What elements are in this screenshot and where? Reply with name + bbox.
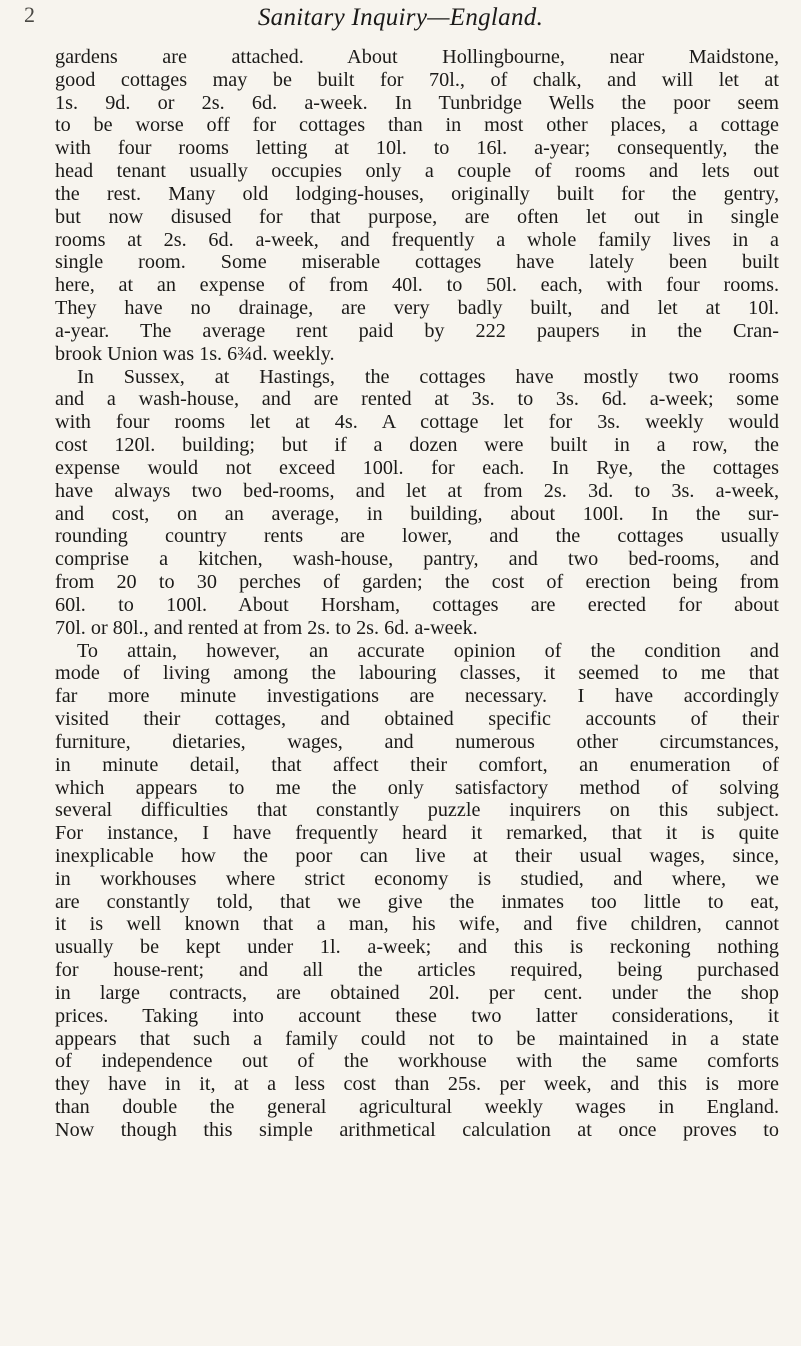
text-line: which appears to me the only satisfactory method of solving [55, 776, 779, 799]
text-line: have always two bed-rooms, and let at from 2s. 3d. to 3s. a-week, [55, 479, 779, 502]
page-number: 2 [24, 2, 35, 27]
text-line: mode of living among the labouring classes, it seemed to me that [55, 662, 779, 685]
text-line: For instance, I have frequently heard it remarked, that it is quite [55, 822, 779, 845]
text-line: rooms at 2s. 6d. a-week, and frequently a whole family lives in a [55, 228, 779, 251]
text-line: single room. Some miserable cottages have lately been built [55, 251, 779, 274]
text-line: for house-rent; and all the articles required, being purchased [55, 959, 779, 982]
text-line: expense would not exceed 100l. for each. In Rye, the cottages [55, 456, 779, 479]
text-line: comprise a kitchen, wash-house, pantry, and two bed-rooms, and [55, 548, 779, 571]
text-line: here, at an expense of from 40l. to 50l. each, with four rooms. [55, 274, 779, 297]
text-line: good cottages may be built for 70l., of chalk, and will let at [55, 68, 779, 91]
text-line: a-year. The average rent paid by 222 paupers in the Cran- [55, 319, 779, 342]
text-line: inexplicable how the poor can live at their usual wages, since, [55, 844, 779, 867]
text-line: usually be kept under 1l. a-week; and this is reckoning nothing [55, 936, 779, 959]
text-line: but now disused for that purpose, are often let out in single [55, 205, 779, 228]
text-line: of independence out of the workhouse with the same comforts [55, 1050, 779, 1073]
text-line: from 20 to 30 perches of garden; the cost of erection being from [55, 571, 779, 594]
paragraph-start-line: In Sussex, at Hastings, the cottages have mostly two rooms [77, 365, 779, 388]
text-line: in large contracts, are obtained 20l. per cent. under the shop [55, 981, 779, 1004]
text-line: are constantly told, that we give the inmates too little to eat, [55, 890, 779, 913]
text-line: prices. Taking into account these two latter considerations, it [55, 1004, 779, 1027]
page-header [0, 2, 801, 36]
text-line: 1s. 9d. or 2s. 6d. a-week. In Tunbridge Wells the poor seem [55, 91, 779, 114]
text-line: head tenant usually occupies only a couple of rooms and lets out [55, 160, 779, 183]
text-line: visited their cottages, and obtained specific accounts of their [55, 708, 779, 731]
text-line: with four rooms let at 4s. A cottage let for 3s. weekly would [55, 411, 779, 434]
text-line: to be worse off for cottages than in most other places, a cottage [55, 114, 779, 137]
paragraph-end-line: brook Union was 1s. 6¾d. weekly. [55, 342, 335, 365]
text-line: the rest. Many old lodging-houses, originally built for the gentry, [55, 182, 779, 205]
text-line: in workhouses where strict economy is studied, and where, we [55, 867, 779, 890]
text-line: and cost, on an average, in building, about 100l. In the sur- [55, 502, 779, 525]
text-line: far more minute investigations are necessary. I have accordingly [55, 685, 779, 708]
text-line: with four rooms letting at 10l. to 16l. a-year; consequently, the [55, 137, 779, 160]
paragraph-start-line: To attain, however, an accurate opinion of the condition and [77, 639, 779, 662]
text-line: it is well known that a man, his wife, and five children, cannot [55, 913, 779, 936]
paragraph-end-line: 70l. or 80l., and rented at from 2s. to 2s. 6d. a-week. [55, 616, 478, 639]
text-line: they have in it, at a less cost than 25s. per week, and this is more [55, 1073, 779, 1096]
text-line: 60l. to 100l. About Horsham, cottages are erected for about [55, 593, 779, 616]
text-line: several difficulties that constantly puzzle inquirers on this subject. [55, 799, 779, 822]
running-title: Sanitary Inquiry—England. [257, 4, 544, 31]
text-line: in minute detail, that affect their comfort, an enumeration of [55, 753, 779, 776]
text-line: cost 120l. building; but if a dozen were built in a row, the [55, 434, 779, 457]
text-line: and a wash-house, and are rented at 3s. to 3s. 6d. a-week; some [55, 388, 779, 411]
text-line: furniture, dietaries, wages, and numerous other circumstances, [55, 730, 779, 753]
text-line: They have no drainage, are very badly built, and let at 10l. [55, 297, 779, 320]
text-line: gardens are attached. About Hollingbourne, near Maidstone, [55, 46, 779, 68]
text-line: rounding country rents are lower, and the cottages usually [55, 525, 779, 548]
text-line: Now though this simple arithmetical calculation at once proves to [55, 1118, 779, 1141]
text-line: than double the general agricultural weekly wages in England. [55, 1096, 779, 1119]
text-line: appears that such a family could not to be maintained in a state [55, 1027, 779, 1050]
body-text [55, 46, 779, 1142]
